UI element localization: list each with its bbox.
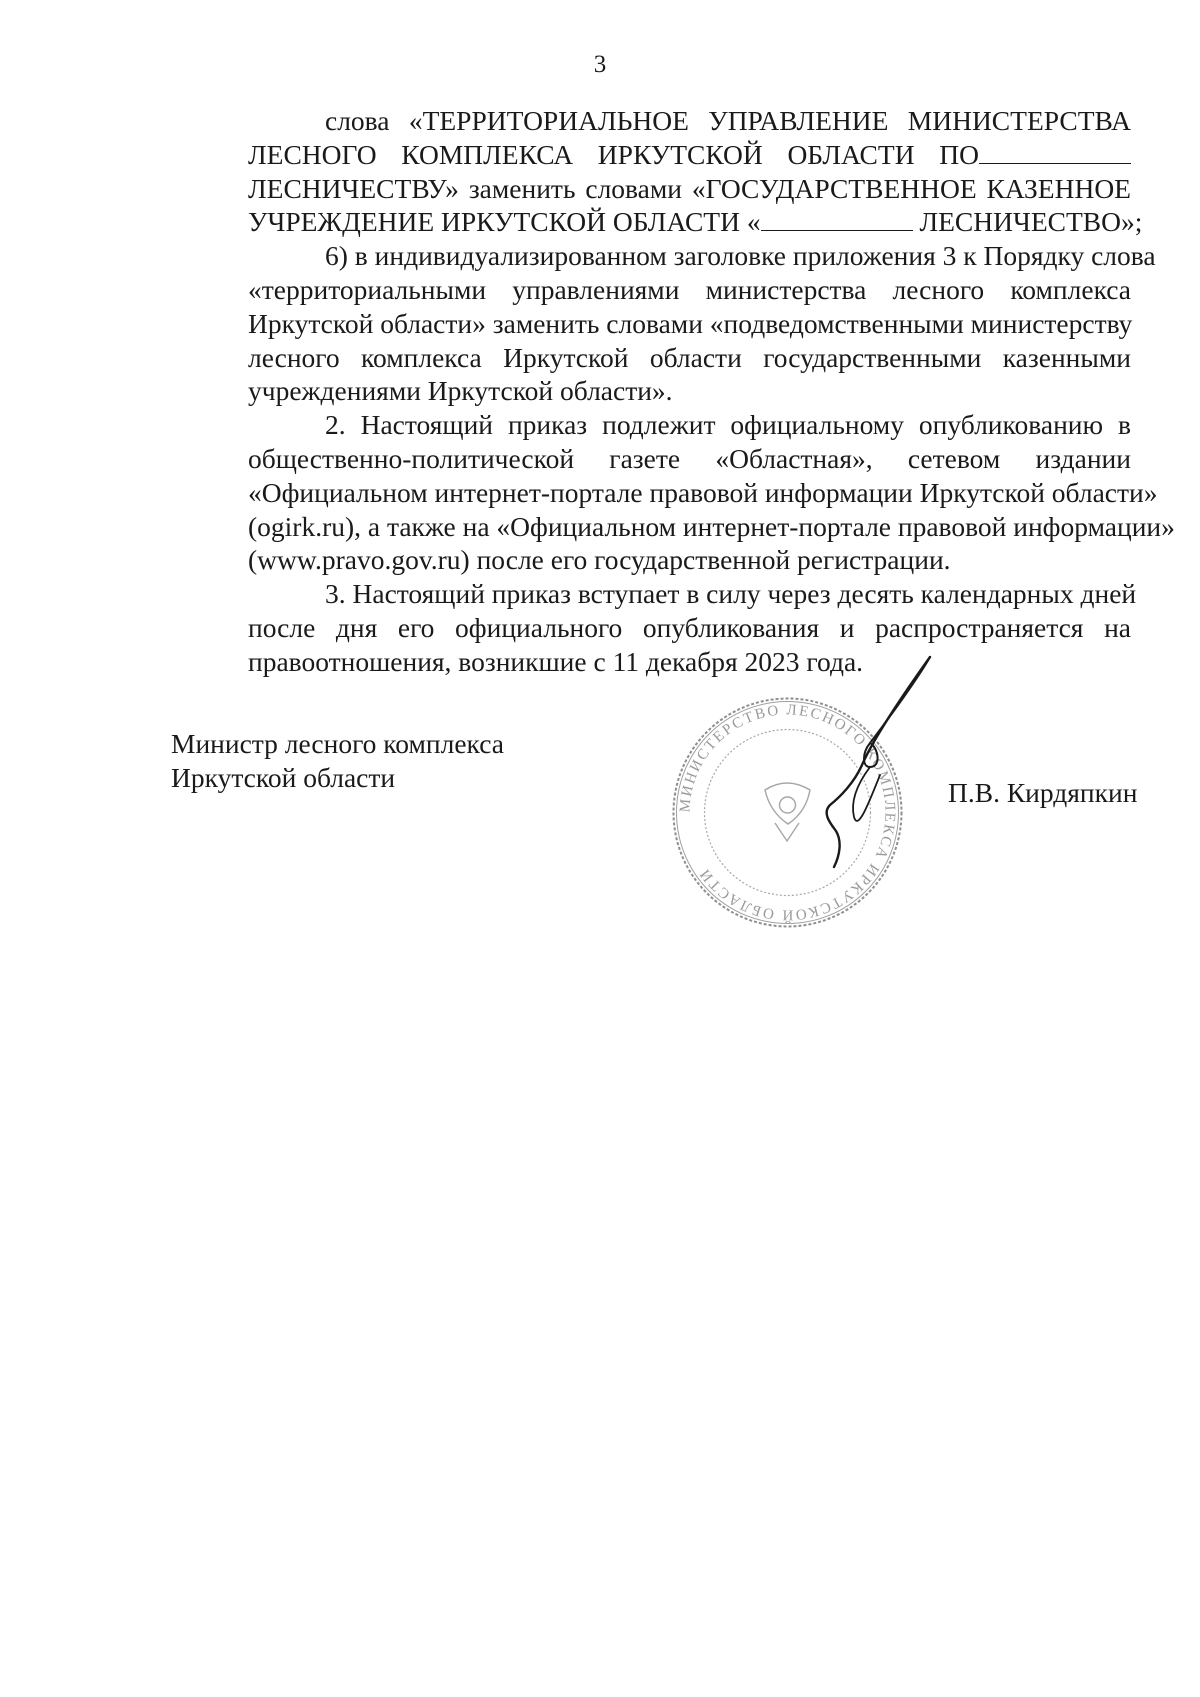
text-line-with-blank xyxy=(171,138,1131,172)
paragraph-item-6 xyxy=(171,239,1156,408)
fill-in-blank xyxy=(979,139,1131,164)
text-line: Иркутской области» заменить словами «подведомственными министерству xyxy=(248,307,1133,339)
text-line-with-blank xyxy=(171,205,1143,239)
text-line: учреждениями Иркутской области». xyxy=(248,375,673,407)
text-line: 3. Настоящий приказ вступает в силу через десять календарных дней xyxy=(325,578,1137,610)
position-line: Иркутской области xyxy=(171,761,396,793)
text-line: слова «ТЕРРИТОРИАЛЬНОЕ УПРАВЛЕНИЕ МИНИСТЕРСТВА xyxy=(325,105,1131,136)
text-fragment: ЛЕСНИЧЕСТВО»; xyxy=(912,206,1143,238)
text-fragment: ЛЕСНОГО КОМПЛЕКСА ИРКУТСКОЙ ОБЛАСТИ ПО xyxy=(248,138,979,170)
paragraph-publication xyxy=(171,408,1175,577)
handwritten-signature xyxy=(770,655,950,870)
seal-ring-text: МИНИСТЕРСТВО ЛЕСНОГО КОМПЛЕКСА ИРКУТСКОЙ ОБЛАСТИ xyxy=(677,702,898,923)
text-line: 6) в индивидуализированном заголовке приложения 3 к Порядку слова xyxy=(325,240,1156,272)
text-line: «территориальными управлениями министерства лесного комплекса xyxy=(248,273,1131,305)
signatory-name: П.В. Кирдяпкин xyxy=(948,777,1138,808)
text-line: 2. Настоящий приказ подлежит официальному опубликованию в xyxy=(325,409,1131,441)
text-line: правоотношения, возникшие с 11 декабря 2023 года. xyxy=(248,645,864,677)
text-fragment: УЧРЕЖДЕНИЕ ИРКУТСКОЙ ОБЛАСТИ « xyxy=(248,206,761,238)
position-line: Министр лесного комплекса xyxy=(171,728,504,759)
document-body xyxy=(171,104,1175,679)
signatory-position xyxy=(171,727,504,795)
text-line: (ogirk.ru), а также на «Официальном интернет-портале правовой информации» xyxy=(248,510,1175,542)
paragraph-effective-date xyxy=(171,577,1137,678)
text-line: ЛЕСНИЧЕСТВУ» заменить словами «ГОСУДАРСТВЕННОЕ КАЗЕННОЕ xyxy=(248,172,1131,204)
page-number: 3 xyxy=(593,51,607,78)
text-line: «Официальном интернет-портале правовой информации Иркутской области» xyxy=(248,476,1158,508)
text-line: общественно-политической газете «Областная», сетевом издании xyxy=(248,442,1131,474)
text-line: лесного комплекса Иркутской области государственными казенными xyxy=(248,341,1131,373)
text-line: (www.pravo.gov.ru) после его государственной регистрации. xyxy=(248,544,951,576)
fill-in-blank xyxy=(761,206,913,231)
paragraph-replacement-1 xyxy=(171,104,1143,239)
text-line: после дня его официального опубликования и распространяется на xyxy=(248,611,1131,643)
